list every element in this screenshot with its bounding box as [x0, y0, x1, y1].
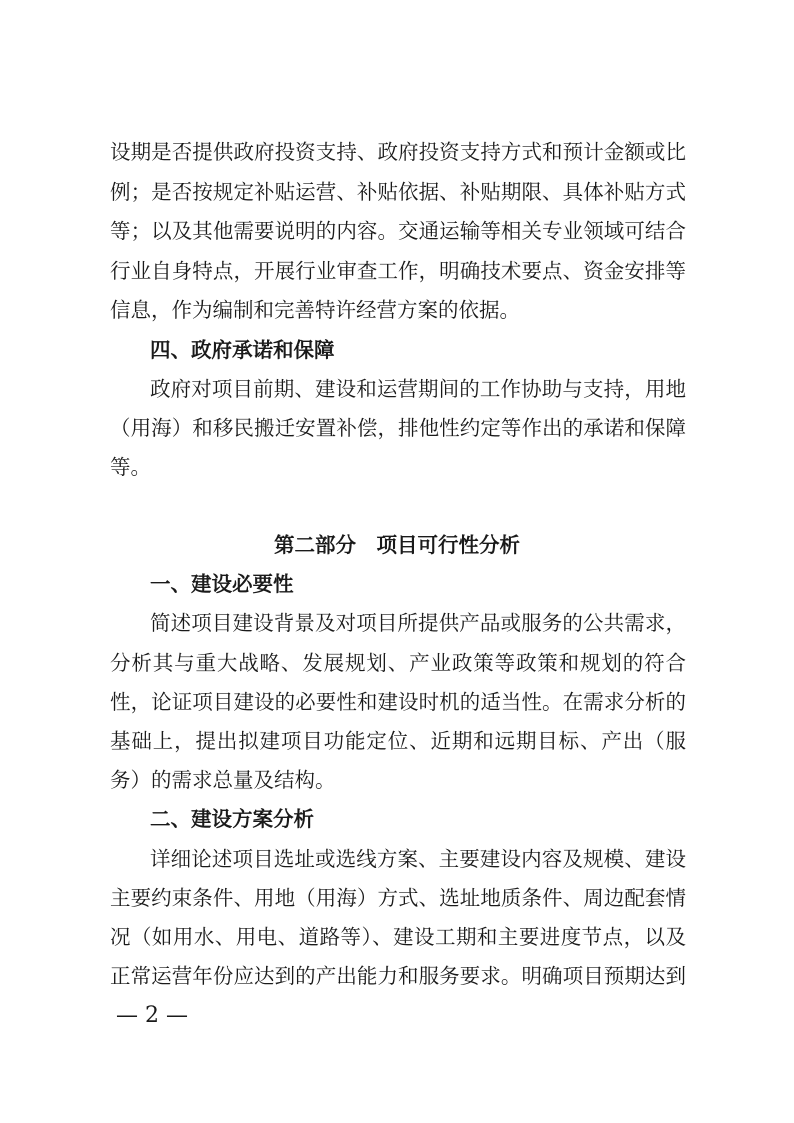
section-heading-government-commitment: 四、政府承诺和保障 — [150, 338, 335, 362]
text-line: 分析其与重大战略、发展规划、产业政策等政策和规划的符合 — [110, 651, 686, 675]
text-line: 政府对项目前期、建设和运营期间的工作协助与支持，用地 — [150, 377, 686, 401]
part-title: 第二部分 项目可行性分析 — [274, 533, 520, 557]
text-line: 主要约束条件、用地（用海）方式、选址地质条件、周边配套情 — [110, 886, 686, 910]
text-line: 务）的需求总量及结构。 — [110, 768, 336, 792]
text-line: 信息，作为编制和完善特许经营方案的依据。 — [110, 298, 520, 322]
text-line: 设期是否提供政府投资支持、政府投资支持方式和预计金额或比 — [110, 140, 686, 164]
text-line: 等。 — [110, 455, 151, 479]
text-line: 况（如用水、用电、道路等）、建设工期和主要进度节点，以及 — [110, 925, 686, 949]
text-line: 例；是否按规定补贴运营、补贴依据、补贴期限、具体补贴方式 — [110, 180, 686, 204]
section-heading-necessity: 一、建设必要性 — [150, 572, 294, 596]
text-line: 性，论证项目建设的必要性和建设时机的适当性。在需求分析的 — [110, 690, 686, 714]
text-line: 详细论述项目选址或选线方案、主要建设内容及规模、建设 — [150, 847, 686, 871]
page-number: — 2 — — [116, 1003, 188, 1028]
text-line: 行业自身特点，开展行业审查工作，明确技术要点、资金安排等 — [110, 259, 686, 283]
text-line: 简述项目建设背景及对项目所提供产品或服务的公共需求， — [150, 611, 686, 635]
text-line: 等；以及其他需要说明的内容。交通运输等相关专业领域可结合 — [110, 219, 686, 243]
section-heading-construction-plan: 二、建设方案分析 — [150, 807, 314, 831]
text-line: 正常运营年份应达到的产出能力和服务要求。明确项目预期达到 — [110, 964, 686, 988]
text-line: 基础上，提出拟建项目功能定位、近期和远期目标、产出（服 — [110, 729, 686, 753]
text-line: （用海）和移民搬迁安置补偿，排他性约定等作出的承诺和保障 — [110, 416, 686, 440]
